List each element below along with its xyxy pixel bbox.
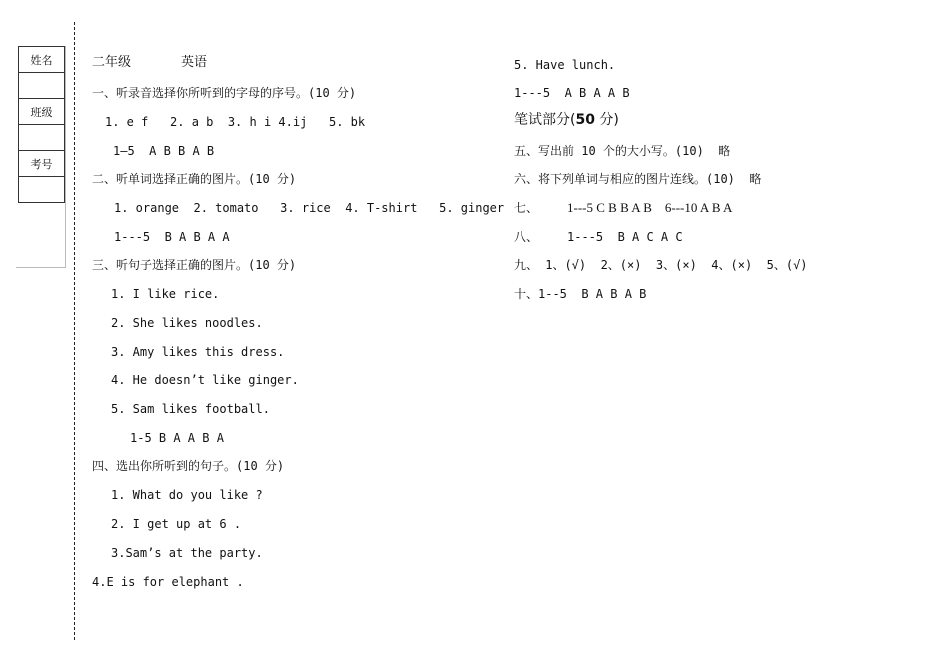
student-info-table [18,46,65,203]
section-9-line: 九、 1、(√) 2、(×) 3、(×) 4、(×) 5、(√) [514,258,808,272]
written-part-prefix: 笔试部分( [514,112,576,128]
section-8-answers: 1---5 B A C A C [567,230,683,244]
class-label: 班级 [19,99,65,125]
section-8-label: 八、 [514,230,539,244]
exam-number-label: 考号 [19,151,65,177]
section-3-answers: 1-5 B A A B A [130,431,224,445]
written-part-heading [514,112,619,128]
side-frame-bottom [16,267,66,268]
binding-dashed-line [74,22,75,640]
section-1-answers: 1—5 A B B A B [113,144,215,158]
section-4-item-4: 4.E is for elephant . [92,575,244,589]
section-6-line: 六、将下列单词与相应的图片连线。(10) 略 [514,172,762,186]
section-10-line: 十、1--5 B A B A B [514,287,647,301]
section-1-items: 1. e f 2. a b 3. h i 4.ij 5. bk [105,115,366,129]
section-5-line: 五、写出前 10 个的大小写。(10) 略 [514,144,731,158]
section-4-item-3: 3.Sam’s at the party. [111,546,263,560]
section-2-items: 1. orange 2. tomato 3. rice 4. T-shirt 5. ginger [114,201,505,215]
section-2-answers: 1---5 B A B A A [114,230,230,244]
section-3-item-5: 5. Sam likes football. [111,402,270,416]
section-3-item-3: 3. Amy likes this dress. [111,345,285,359]
section-1-heading: 一、听录音选择你所听到的字母的序号。(10 分) [92,86,357,100]
name-label: 姓名 [19,47,65,73]
section-4-heading: 四、选出你所听到的句子。(10 分) [92,459,285,473]
written-part-score: 50 [575,112,595,128]
section-3-item-4: 4. He doesn’t like ginger. [111,373,299,387]
section-7-label: 七、 [514,201,539,215]
side-frame-border [65,46,66,268]
name-field [19,73,65,99]
section-4-item-2: 2. I get up at 6 . [111,517,242,531]
class-field [19,125,65,151]
section-4-item-1: 1. What do you like ? [111,488,263,502]
section-3-heading: 三、听句子选择正确的图片。(10 分) [92,258,297,272]
section-4-answers: 1---5 A B A A B [514,86,630,100]
section-3-item-2: 2. She likes noodles. [111,316,263,330]
section-2-heading: 二、听单词选择正确的图片。(10 分) [92,172,297,186]
section-3-item-1: 1. I like rice. [111,287,220,301]
section-7-answers: 1---5 C B B A B 6---10 A B A [567,200,733,215]
exam-number-field [19,177,65,203]
written-part-suffix: 分) [594,112,619,128]
title-grade: 二年级 [92,55,132,70]
title-subject: 英语 [181,55,208,70]
section-4-item-5: 5. Have lunch. [514,58,616,72]
